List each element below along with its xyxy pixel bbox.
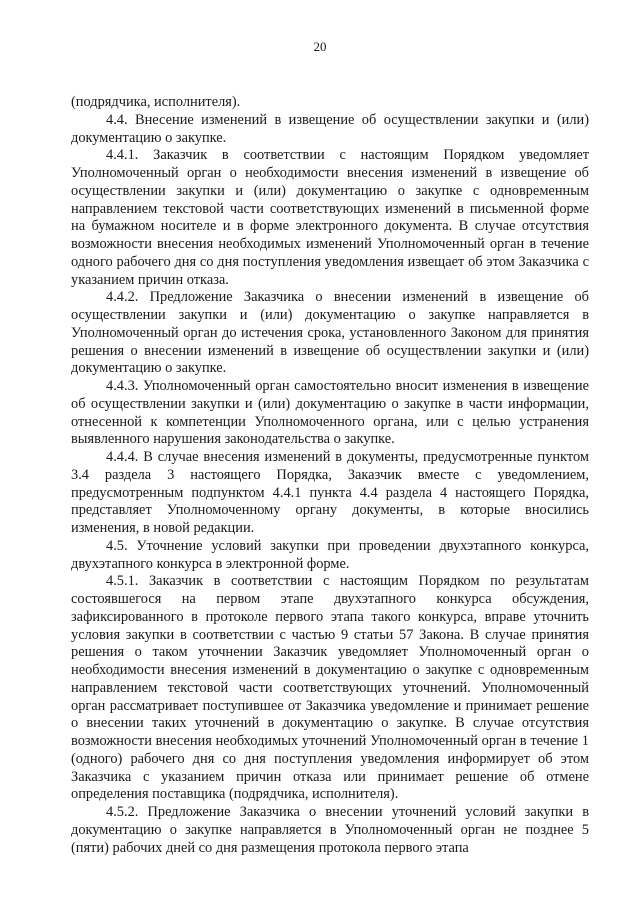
section-heading-4-5: 4.5. Уточнение условий закупки при проведении двухэтапного конкурса, двухэтапного конкурса в электронной форме.: [71, 537, 589, 572]
paragraph-4-5-2: 4.5.2. Предложение Заказчика о внесении уточнений условий закупки в документацию о закупке направляется в Уполномоченный орган не позднее 5 (пяти) рабочих дней со дня размещения протокола первого этапа: [71, 804, 589, 856]
paragraph-4-4-3: 4.4.3. Уполномоченный орган самостоятельно вносит изменения в извещение об осуществлении закупки и (или) документацию о закупке в части информации, отнесенной к компетенции Уполномоченного органа, или с целью устранения выявленного нарушения законодательства о закупке.: [71, 378, 589, 448]
paragraph-4-5-1: 4.5.1. Заказчик в соответствии с настоящим Порядком по результатам состоявшегося на первом этапе двухэтапного конкурса обсуждения, зафиксированного в протоколе первого этапа такого конкурса, вправе уточнить условия закупки в соответствии с частью 9 статьи 57 Закона. В случае принятия решения о таком уточнении Заказчик уведомляет Уполномоченный орган о необходимости внесения изменений в документацию о закупке с одновременным направлением текстовой части соответствующих уточнений. Уполномоченный орган рассматривает поступившее от Заказчика уведомление и принимает решение о внесении таких уточнений в документацию о закупке. В случае отсутствия возможности внесения необходимых уточнений Уполномоченный орган в течение 1 (одного) рабочего дня со дня поступления уведомления информирует об этом Заказчика с указанием причин отказа или принимает решение об отмене определения поставщика (подрядчика, исполнителя).: [71, 573, 589, 803]
document-body: [71, 94, 589, 857]
paragraph-4-4-2: 4.4.2. Предложение Заказчика о внесении изменений в извещение об осуществлении закупки и (или) документацию о закупке направляется в Уполномоченный орган до истечения срока, установленного Законом для принятия решения о внесении изменений в извещение об осуществлении закупки и (или) документацию о закупке.: [71, 289, 589, 377]
paragraph-4-4-4: 4.4.4. В случае внесения изменений в документы, предусмотренные пунктом 3.4 раздела 3 настоящего Порядка, Заказчик вместе с уведомлением, предусмотренным подпунктом 4.4.1 пункта 4.4 раздела 4 настоящего Порядка, представляет Уполномоченному органу документы, в которые вносились изменения, в новой редакции.: [71, 449, 589, 536]
page-number: 20: [313, 39, 327, 54]
paragraph-4-4-1: 4.4.1. Заказчик в соответствии с настоящим Порядком уведомляет Уполномоченный орган о необходимости внесения изменений в извещение об осуществлении закупки и (или) документацию о закупке с одновременным направлением текстовой части соответствующих изменений в письменной форме на бумажном носителе и в форме электронного документа. В случае отсутствия возможности внесения необходимых изменений Уполномоченный орган в течение одного рабочего дня со дня поступления уведомления извещает об этом Заказчика с указанием причин отказа.: [71, 147, 589, 288]
paragraph-continuation: (подрядчика, исполнителя).: [71, 94, 241, 110]
section-heading-4-4: 4.4. Внесение изменений в извещение об осуществлении закупки и (или) документацию о закупке.: [71, 111, 589, 146]
